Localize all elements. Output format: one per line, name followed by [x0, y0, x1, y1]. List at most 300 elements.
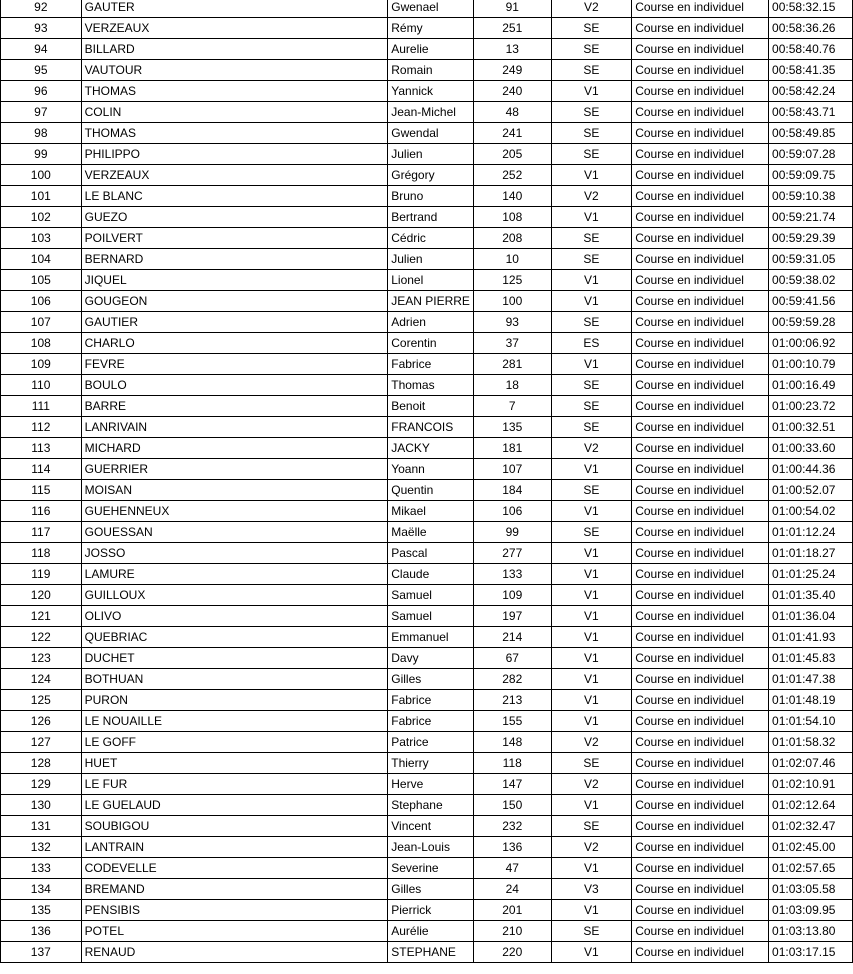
time-cell: 00:58:41.35 [769, 60, 853, 81]
rank-cell: 99 [1, 144, 82, 165]
category-cell: SE [551, 18, 632, 39]
last-name-cell: LE GOFF [81, 732, 388, 753]
table-row [1, 648, 853, 669]
table-row [1, 816, 853, 837]
rank-cell: 122 [1, 627, 82, 648]
time-cell: 01:03:05.58 [769, 879, 853, 900]
category-cell: SE [551, 417, 632, 438]
category-cell: V1 [551, 900, 632, 921]
rank-cell: 98 [1, 123, 82, 144]
rank-cell: 136 [1, 921, 82, 942]
first-name-cell: Grégory [388, 165, 474, 186]
rank-cell: 126 [1, 711, 82, 732]
table-row [1, 396, 853, 417]
race-type-cell: Course en individuel [632, 585, 769, 606]
bib-number-cell: 241 [473, 123, 551, 144]
first-name-cell: Fabrice [388, 711, 474, 732]
table-row [1, 921, 853, 942]
time-cell: 01:01:45.83 [769, 648, 853, 669]
category-cell: V1 [551, 354, 632, 375]
time-cell: 00:59:38.02 [769, 270, 853, 291]
last-name-cell: JIQUEL [81, 270, 388, 291]
bib-number-cell: 150 [473, 795, 551, 816]
last-name-cell: GAUTER [81, 0, 388, 18]
race-type-cell: Course en individuel [632, 564, 769, 585]
time-cell: 01:01:18.27 [769, 543, 853, 564]
rank-cell: 133 [1, 858, 82, 879]
last-name-cell: DUCHET [81, 648, 388, 669]
category-cell: V1 [551, 270, 632, 291]
table-row [1, 711, 853, 732]
last-name-cell: LE NOUAILLE [81, 711, 388, 732]
table-row [1, 102, 853, 123]
rank-cell: 100 [1, 165, 82, 186]
table-row [1, 837, 853, 858]
time-cell: 01:00:52.07 [769, 480, 853, 501]
results-body [1, 0, 853, 963]
last-name-cell: MOISAN [81, 480, 388, 501]
category-cell: V2 [551, 186, 632, 207]
rank-cell: 102 [1, 207, 82, 228]
first-name-cell: Yannick [388, 81, 474, 102]
bib-number-cell: 7 [473, 396, 551, 417]
last-name-cell: GAUTIER [81, 312, 388, 333]
category-cell: V1 [551, 858, 632, 879]
race-type-cell: Course en individuel [632, 438, 769, 459]
bib-number-cell: 91 [473, 0, 551, 18]
bib-number-cell: 135 [473, 417, 551, 438]
category-cell: SE [551, 144, 632, 165]
category-cell: SE [551, 249, 632, 270]
rank-cell: 109 [1, 354, 82, 375]
last-name-cell: GUILLOUX [81, 585, 388, 606]
rank-cell: 125 [1, 690, 82, 711]
category-cell: V2 [551, 837, 632, 858]
first-name-cell: Quentin [388, 480, 474, 501]
table-row [1, 39, 853, 60]
first-name-cell: Cédric [388, 228, 474, 249]
last-name-cell: LAMURE [81, 564, 388, 585]
bib-number-cell: 37 [473, 333, 551, 354]
bib-number-cell: 67 [473, 648, 551, 669]
race-type-cell: Course en individuel [632, 543, 769, 564]
category-cell: V1 [551, 543, 632, 564]
first-name-cell: Lionel [388, 270, 474, 291]
time-cell: 01:00:10.79 [769, 354, 853, 375]
category-cell: SE [551, 39, 632, 60]
bib-number-cell: 24 [473, 879, 551, 900]
table-row [1, 207, 853, 228]
table-row [1, 753, 853, 774]
last-name-cell: FEVRE [81, 354, 388, 375]
rank-cell: 131 [1, 816, 82, 837]
table-row [1, 375, 853, 396]
bib-number-cell: 181 [473, 438, 551, 459]
race-type-cell: Course en individuel [632, 207, 769, 228]
last-name-cell: VAUTOUR [81, 60, 388, 81]
category-cell: V1 [551, 585, 632, 606]
first-name-cell: Corentin [388, 333, 474, 354]
time-cell: 00:59:21.74 [769, 207, 853, 228]
race-type-cell: Course en individuel [632, 0, 769, 18]
first-name-cell: Bruno [388, 186, 474, 207]
rank-cell: 112 [1, 417, 82, 438]
category-cell: V1 [551, 648, 632, 669]
time-cell: 01:00:54.02 [769, 501, 853, 522]
time-cell: 01:00:33.60 [769, 438, 853, 459]
table-row [1, 606, 853, 627]
category-cell: SE [551, 228, 632, 249]
race-type-cell: Course en individuel [632, 606, 769, 627]
rank-cell: 96 [1, 81, 82, 102]
bib-number-cell: 118 [473, 753, 551, 774]
rank-cell: 130 [1, 795, 82, 816]
race-type-cell: Course en individuel [632, 753, 769, 774]
race-type-cell: Course en individuel [632, 228, 769, 249]
category-cell: SE [551, 921, 632, 942]
bib-number-cell: 18 [473, 375, 551, 396]
time-cell: 01:00:44.36 [769, 459, 853, 480]
race-type-cell: Course en individuel [632, 354, 769, 375]
race-type-cell: Course en individuel [632, 774, 769, 795]
first-name-cell: Jean-Michel [388, 102, 474, 123]
last-name-cell: LE GUELAUD [81, 795, 388, 816]
first-name-cell: Samuel [388, 585, 474, 606]
bib-number-cell: 277 [473, 543, 551, 564]
time-cell: 01:01:47.38 [769, 669, 853, 690]
bib-number-cell: 47 [473, 858, 551, 879]
rank-cell: 128 [1, 753, 82, 774]
first-name-cell: Samuel [388, 606, 474, 627]
category-cell: V1 [551, 165, 632, 186]
first-name-cell: Herve [388, 774, 474, 795]
first-name-cell: Gwendal [388, 123, 474, 144]
race-type-cell: Course en individuel [632, 921, 769, 942]
last-name-cell: POILVERT [81, 228, 388, 249]
time-cell: 00:59:59.28 [769, 312, 853, 333]
table-row [1, 417, 853, 438]
bib-number-cell: 281 [473, 354, 551, 375]
race-type-cell: Course en individuel [632, 501, 769, 522]
bib-number-cell: 232 [473, 816, 551, 837]
category-cell: V1 [551, 711, 632, 732]
bib-number-cell: 184 [473, 480, 551, 501]
race-type-cell: Course en individuel [632, 60, 769, 81]
table-row [1, 543, 853, 564]
last-name-cell: BOTHUAN [81, 669, 388, 690]
rank-cell: 97 [1, 102, 82, 123]
bib-number-cell: 155 [473, 711, 551, 732]
time-cell: 01:03:09.95 [769, 900, 853, 921]
first-name-cell: Adrien [388, 312, 474, 333]
time-cell: 01:01:12.24 [769, 522, 853, 543]
bib-number-cell: 210 [473, 921, 551, 942]
category-cell: V1 [551, 669, 632, 690]
table-row [1, 18, 853, 39]
time-cell: 00:58:43.71 [769, 102, 853, 123]
last-name-cell: OLIVO [81, 606, 388, 627]
first-name-cell: Maëlle [388, 522, 474, 543]
rank-cell: 111 [1, 396, 82, 417]
race-type-cell: Course en individuel [632, 417, 769, 438]
rank-cell: 105 [1, 270, 82, 291]
bib-number-cell: 205 [473, 144, 551, 165]
rank-cell: 94 [1, 39, 82, 60]
time-cell: 01:02:10.91 [769, 774, 853, 795]
bib-number-cell: 148 [473, 732, 551, 753]
first-name-cell: Thierry [388, 753, 474, 774]
last-name-cell: LE BLANC [81, 186, 388, 207]
rank-cell: 137 [1, 942, 82, 963]
time-cell: 00:58:36.26 [769, 18, 853, 39]
last-name-cell: GUEHENNEUX [81, 501, 388, 522]
first-name-cell: Romain [388, 60, 474, 81]
race-type-cell: Course en individuel [632, 102, 769, 123]
last-name-cell: BREMAND [81, 879, 388, 900]
rank-cell: 127 [1, 732, 82, 753]
category-cell: SE [551, 816, 632, 837]
bib-number-cell: 220 [473, 942, 551, 963]
rank-cell: 119 [1, 564, 82, 585]
race-type-cell: Course en individuel [632, 627, 769, 648]
first-name-cell: FRANCOIS [388, 417, 474, 438]
category-cell: V1 [551, 627, 632, 648]
race-type-cell: Course en individuel [632, 333, 769, 354]
time-cell: 01:02:07.46 [769, 753, 853, 774]
last-name-cell: SOUBIGOU [81, 816, 388, 837]
time-cell: 00:58:32.15 [769, 0, 853, 18]
rank-cell: 108 [1, 333, 82, 354]
table-row [1, 249, 853, 270]
bib-number-cell: 140 [473, 186, 551, 207]
table-row [1, 627, 853, 648]
table-row [1, 732, 853, 753]
bib-number-cell: 249 [473, 60, 551, 81]
bib-number-cell: 252 [473, 165, 551, 186]
last-name-cell: JOSSO [81, 543, 388, 564]
race-type-cell: Course en individuel [632, 123, 769, 144]
first-name-cell: Julien [388, 249, 474, 270]
race-type-cell: Course en individuel [632, 18, 769, 39]
first-name-cell: Fabrice [388, 690, 474, 711]
rank-cell: 123 [1, 648, 82, 669]
table-row [1, 585, 853, 606]
first-name-cell: Rémy [388, 18, 474, 39]
race-type-cell: Course en individuel [632, 396, 769, 417]
category-cell: SE [551, 753, 632, 774]
time-cell: 01:01:58.32 [769, 732, 853, 753]
rank-cell: 107 [1, 312, 82, 333]
time-cell: 00:58:49.85 [769, 123, 853, 144]
rank-cell: 124 [1, 669, 82, 690]
first-name-cell: Julien [388, 144, 474, 165]
table-row [1, 354, 853, 375]
rank-cell: 106 [1, 291, 82, 312]
last-name-cell: MICHARD [81, 438, 388, 459]
time-cell: 01:02:32.47 [769, 816, 853, 837]
category-cell: V2 [551, 774, 632, 795]
rank-cell: 129 [1, 774, 82, 795]
last-name-cell: VERZEAUX [81, 165, 388, 186]
category-cell: SE [551, 375, 632, 396]
race-type-cell: Course en individuel [632, 522, 769, 543]
last-name-cell: COLIN [81, 102, 388, 123]
category-cell: V1 [551, 795, 632, 816]
first-name-cell: Aurélie [388, 921, 474, 942]
bib-number-cell: 197 [473, 606, 551, 627]
first-name-cell: Aurelie [388, 39, 474, 60]
category-cell: V2 [551, 438, 632, 459]
time-cell: 01:01:41.93 [769, 627, 853, 648]
race-type-cell: Course en individuel [632, 711, 769, 732]
table-row [1, 228, 853, 249]
first-name-cell: Patrice [388, 732, 474, 753]
table-row [1, 60, 853, 81]
time-cell: 01:01:35.40 [769, 585, 853, 606]
rank-cell: 114 [1, 459, 82, 480]
last-name-cell: CHARLO [81, 333, 388, 354]
time-cell: 01:02:12.64 [769, 795, 853, 816]
race-type-cell: Course en individuel [632, 270, 769, 291]
first-name-cell: Gilles [388, 879, 474, 900]
bib-number-cell: 109 [473, 585, 551, 606]
last-name-cell: PENSIBIS [81, 900, 388, 921]
rank-cell: 113 [1, 438, 82, 459]
bib-number-cell: 99 [473, 522, 551, 543]
table-row [1, 270, 853, 291]
time-cell: 00:59:41.56 [769, 291, 853, 312]
race-type-cell: Course en individuel [632, 459, 769, 480]
category-cell: V1 [551, 81, 632, 102]
rank-cell: 135 [1, 900, 82, 921]
rank-cell: 121 [1, 606, 82, 627]
table-row [1, 480, 853, 501]
rank-cell: 120 [1, 585, 82, 606]
category-cell: SE [551, 60, 632, 81]
table-row [1, 879, 853, 900]
table-row [1, 438, 853, 459]
first-name-cell: JEAN PIERRE [388, 291, 474, 312]
first-name-cell: Pierrick [388, 900, 474, 921]
bib-number-cell: 108 [473, 207, 551, 228]
race-type-cell: Course en individuel [632, 669, 769, 690]
bib-number-cell: 214 [473, 627, 551, 648]
time-cell: 01:01:54.10 [769, 711, 853, 732]
table-row [1, 144, 853, 165]
last-name-cell: RENAUD [81, 942, 388, 963]
bib-number-cell: 106 [473, 501, 551, 522]
rank-cell: 103 [1, 228, 82, 249]
time-cell: 01:00:16.49 [769, 375, 853, 396]
category-cell: SE [551, 123, 632, 144]
category-cell: V3 [551, 879, 632, 900]
first-name-cell: Stephane [388, 795, 474, 816]
time-cell: 00:59:09.75 [769, 165, 853, 186]
race-type-cell: Course en individuel [632, 480, 769, 501]
first-name-cell: Claude [388, 564, 474, 585]
rank-cell: 132 [1, 837, 82, 858]
last-name-cell: QUEBRIAC [81, 627, 388, 648]
bib-number-cell: 136 [473, 837, 551, 858]
table-row [1, 942, 853, 963]
table-row [1, 858, 853, 879]
category-cell: V1 [551, 690, 632, 711]
category-cell: V1 [551, 291, 632, 312]
table-row [1, 81, 853, 102]
last-name-cell: LANTRAIN [81, 837, 388, 858]
time-cell: 01:00:23.72 [769, 396, 853, 417]
rank-cell: 110 [1, 375, 82, 396]
bib-number-cell: 93 [473, 312, 551, 333]
race-type-cell: Course en individuel [632, 291, 769, 312]
race-type-cell: Course en individuel [632, 900, 769, 921]
race-type-cell: Course en individuel [632, 144, 769, 165]
category-cell: V2 [551, 732, 632, 753]
last-name-cell: GOUGEON [81, 291, 388, 312]
table-row [1, 186, 853, 207]
time-cell: 00:59:07.28 [769, 144, 853, 165]
rank-cell: 115 [1, 480, 82, 501]
category-cell: SE [551, 522, 632, 543]
first-name-cell: Yoann [388, 459, 474, 480]
time-cell: 00:58:42.24 [769, 81, 853, 102]
bib-number-cell: 133 [473, 564, 551, 585]
category-cell: SE [551, 396, 632, 417]
table-row [1, 669, 853, 690]
rank-cell: 134 [1, 879, 82, 900]
table-row [1, 333, 853, 354]
category-cell: V1 [551, 564, 632, 585]
last-name-cell: BOULO [81, 375, 388, 396]
time-cell: 01:01:48.19 [769, 690, 853, 711]
first-name-cell: Pascal [388, 543, 474, 564]
category-cell: SE [551, 312, 632, 333]
category-cell: V1 [551, 606, 632, 627]
rank-cell: 118 [1, 543, 82, 564]
bib-number-cell: 10 [473, 249, 551, 270]
race-type-cell: Course en individuel [632, 186, 769, 207]
race-type-cell: Course en individuel [632, 879, 769, 900]
category-cell: SE [551, 102, 632, 123]
time-cell: 01:02:45.00 [769, 837, 853, 858]
time-cell: 01:03:13.80 [769, 921, 853, 942]
table-row [1, 501, 853, 522]
table-row [1, 123, 853, 144]
category-cell: V1 [551, 501, 632, 522]
first-name-cell: Bertrand [388, 207, 474, 228]
first-name-cell: Vincent [388, 816, 474, 837]
rank-cell: 104 [1, 249, 82, 270]
time-cell: 01:00:32.51 [769, 417, 853, 438]
time-cell: 01:01:36.04 [769, 606, 853, 627]
bib-number-cell: 240 [473, 81, 551, 102]
last-name-cell: THOMAS [81, 81, 388, 102]
first-name-cell: Emmanuel [388, 627, 474, 648]
time-cell: 01:03:17.15 [769, 942, 853, 963]
bib-number-cell: 125 [473, 270, 551, 291]
table-row [1, 795, 853, 816]
race-type-cell: Course en individuel [632, 942, 769, 963]
first-name-cell: Gwenael [388, 0, 474, 18]
bib-number-cell: 201 [473, 900, 551, 921]
bib-number-cell: 208 [473, 228, 551, 249]
rank-cell: 116 [1, 501, 82, 522]
table-row [1, 900, 853, 921]
race-type-cell: Course en individuel [632, 816, 769, 837]
last-name-cell: HUET [81, 753, 388, 774]
first-name-cell: STEPHANE [388, 942, 474, 963]
table-row [1, 459, 853, 480]
